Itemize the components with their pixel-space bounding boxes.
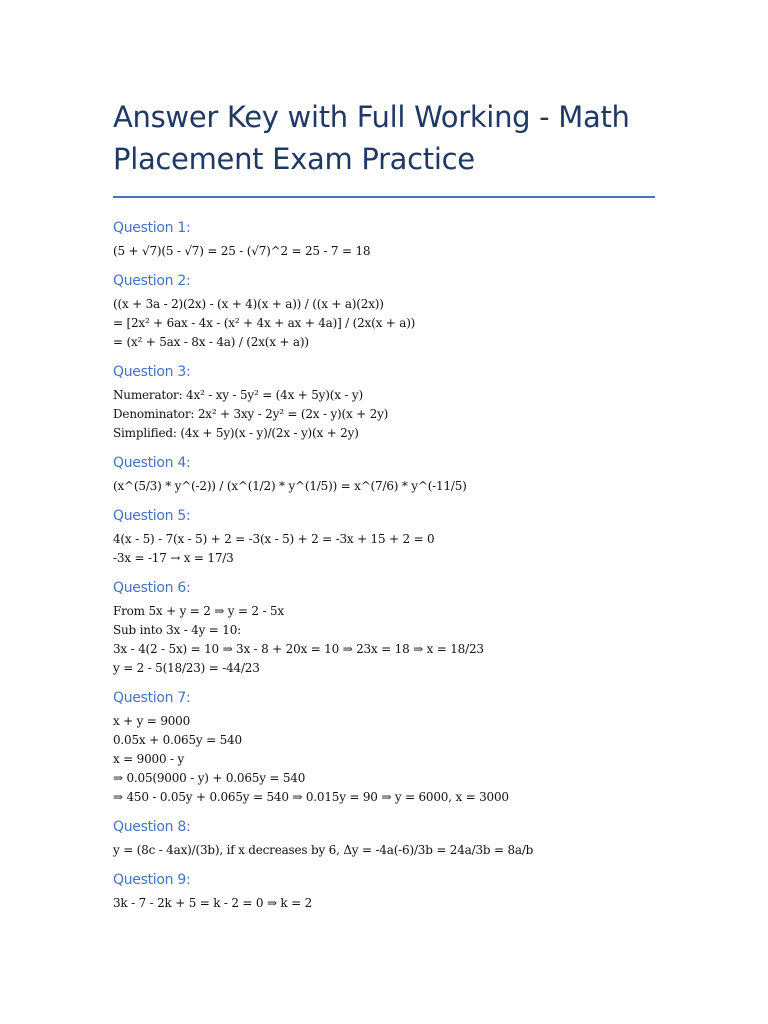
question-heading: Question 1: [113,220,191,236]
question-heading: Question 5: [113,508,191,524]
answer-line: 3k - 7 - 2k + 5 = k - 2 = 0 ⇒ k = 2 [113,896,312,910]
answer-line: y = (8c - 4ax)/(3b), if x decreases by 6, Δy = -4a(-6)/3b = 24a/3b = 8a/b [113,843,534,857]
answer-line: x + y = 9000 [113,714,191,728]
answer-line: = [2x² + 6ax - 4x - (x² + 4x + ax + 4a)] / (2x(x + a)) [113,316,416,330]
answer-line: Numerator: 4x² - xy - 5y² = (4x + 5y)(x - y) [113,388,363,402]
answer-line: From 5x + y = 2 ⇒ y = 2 - 5x [113,604,284,618]
answer-line: y = 2 - 5(18/23) = -44/23 [113,661,260,675]
question-block-2 [113,271,655,352]
question-list [113,218,655,913]
answer-line: ((x + 3a - 2)(2x) - (x + 4)(x + a)) / ((x + a)(2x)) [113,297,384,311]
document-page [113,96,655,923]
answer-line: -3x = -17 → x = 17/3 [113,551,234,565]
question-heading: Question 9: [113,872,191,888]
answer-line: Denominator: 2x² + 3xy - 2y² = (2x - y)(x + 2y) [113,407,389,421]
answer-line: 4(x - 5) - 7(x - 5) + 2 = -3(x - 5) + 2 = -3x + 15 + 2 = 0 [113,532,435,546]
answer-line: x = 9000 - y [113,752,185,766]
question-heading: Question 2: [113,273,191,289]
answer-line: (x^(5/3) * y^(-2)) / (x^(1/2) * y^(1/5)) = x^(7/6) * y^(-11/5) [113,479,467,493]
document-title: Answer Key with Full Working - Math Placement Exam Practice [113,100,630,176]
question-heading: Question 6: [113,580,191,596]
answer-line: ⇒ 0.05(9000 - y) + 0.065y = 540 [113,771,306,785]
question-block-8 [113,817,655,860]
question-block-9 [113,870,655,913]
question-block-5 [113,506,655,568]
answer-line: Sub into 3x - 4y = 10: [113,623,241,637]
title-divider [113,196,655,198]
question-heading: Question 7: [113,690,191,706]
question-block-4 [113,453,655,496]
question-heading: Question 8: [113,819,191,835]
answer-line: 3x - 4(2 - 5x) = 10 ⇒ 3x - 8 + 20x = 10 ⇒ 23x = 18 ⇒ x = 18/23 [113,642,484,656]
answer-line: Simplified: (4x + 5y)(x - y)/(2x - y)(x + 2y) [113,426,359,440]
answer-line: = (x² + 5ax - 8x - 4a) / (2x(x + a)) [113,335,309,349]
question-block-3 [113,362,655,443]
question-block-6 [113,578,655,678]
question-heading: Question 4: [113,455,191,471]
question-block-7 [113,688,655,807]
question-block-1 [113,218,655,261]
answer-line: 0.05x + 0.065y = 540 [113,733,242,747]
question-heading: Question 3: [113,364,191,380]
answer-line: (5 + √7)(5 - √7) = 25 - (√7)^2 = 25 - 7 = 18 [113,244,371,258]
answer-line: ⇒ 450 - 0.05y + 0.065y = 540 ⇒ 0.015y = 90 ⇒ y = 6000, x = 3000 [113,790,509,804]
